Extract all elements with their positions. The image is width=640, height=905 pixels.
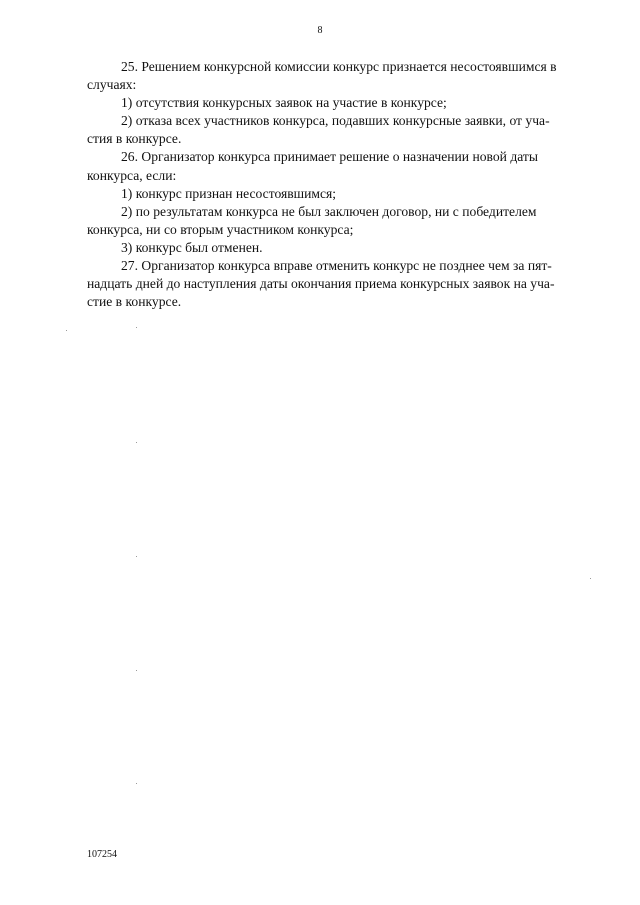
scan-speck	[66, 330, 67, 331]
document-code: 107254	[87, 849, 117, 860]
paragraph-item-26-2: 2) по результатам конкурса не был заключен договор, ни с победителем конкурса, ни со вторым участником конкурса;	[87, 203, 537, 237]
paragraph-item-25-2: 2) отказа всех участников конкурса, подавших конкурсные заявки, от уча- стия в конкурсе.	[87, 113, 550, 147]
paragraph-item-26: 26. Организатор конкурса принимает решение о назначении новой даты конкурса, если:	[87, 149, 538, 183]
paragraph-item-25: 25. Решением конкурсной комиссии конкурс признается несостоявшимся в случаях:	[87, 59, 557, 93]
scan-speck	[136, 556, 137, 557]
scan-speck	[136, 670, 137, 671]
page-number: 8	[317, 25, 323, 36]
paragraph-item-25-1: 1) отсутствия конкурсных заявок на участие в конкурсе;	[121, 95, 447, 111]
scan-speck	[136, 442, 137, 443]
paragraph-item-26-1: 1) конкурс признан несостоявшимся;	[121, 185, 337, 201]
scan-speck	[136, 327, 137, 328]
paragraph-item-26-3: 3) конкурс был отменен.	[121, 239, 263, 255]
paragraph-item-27: 27. Организатор конкурса вправе отменить конкурс не позднее чем за пят- надцать дней до наступления даты окончания приема конкурсных заявок на уча- стие в конкурсе.	[87, 258, 555, 310]
document-body	[87, 58, 612, 311]
scan-speck	[136, 783, 137, 784]
scan-speck	[590, 578, 591, 579]
